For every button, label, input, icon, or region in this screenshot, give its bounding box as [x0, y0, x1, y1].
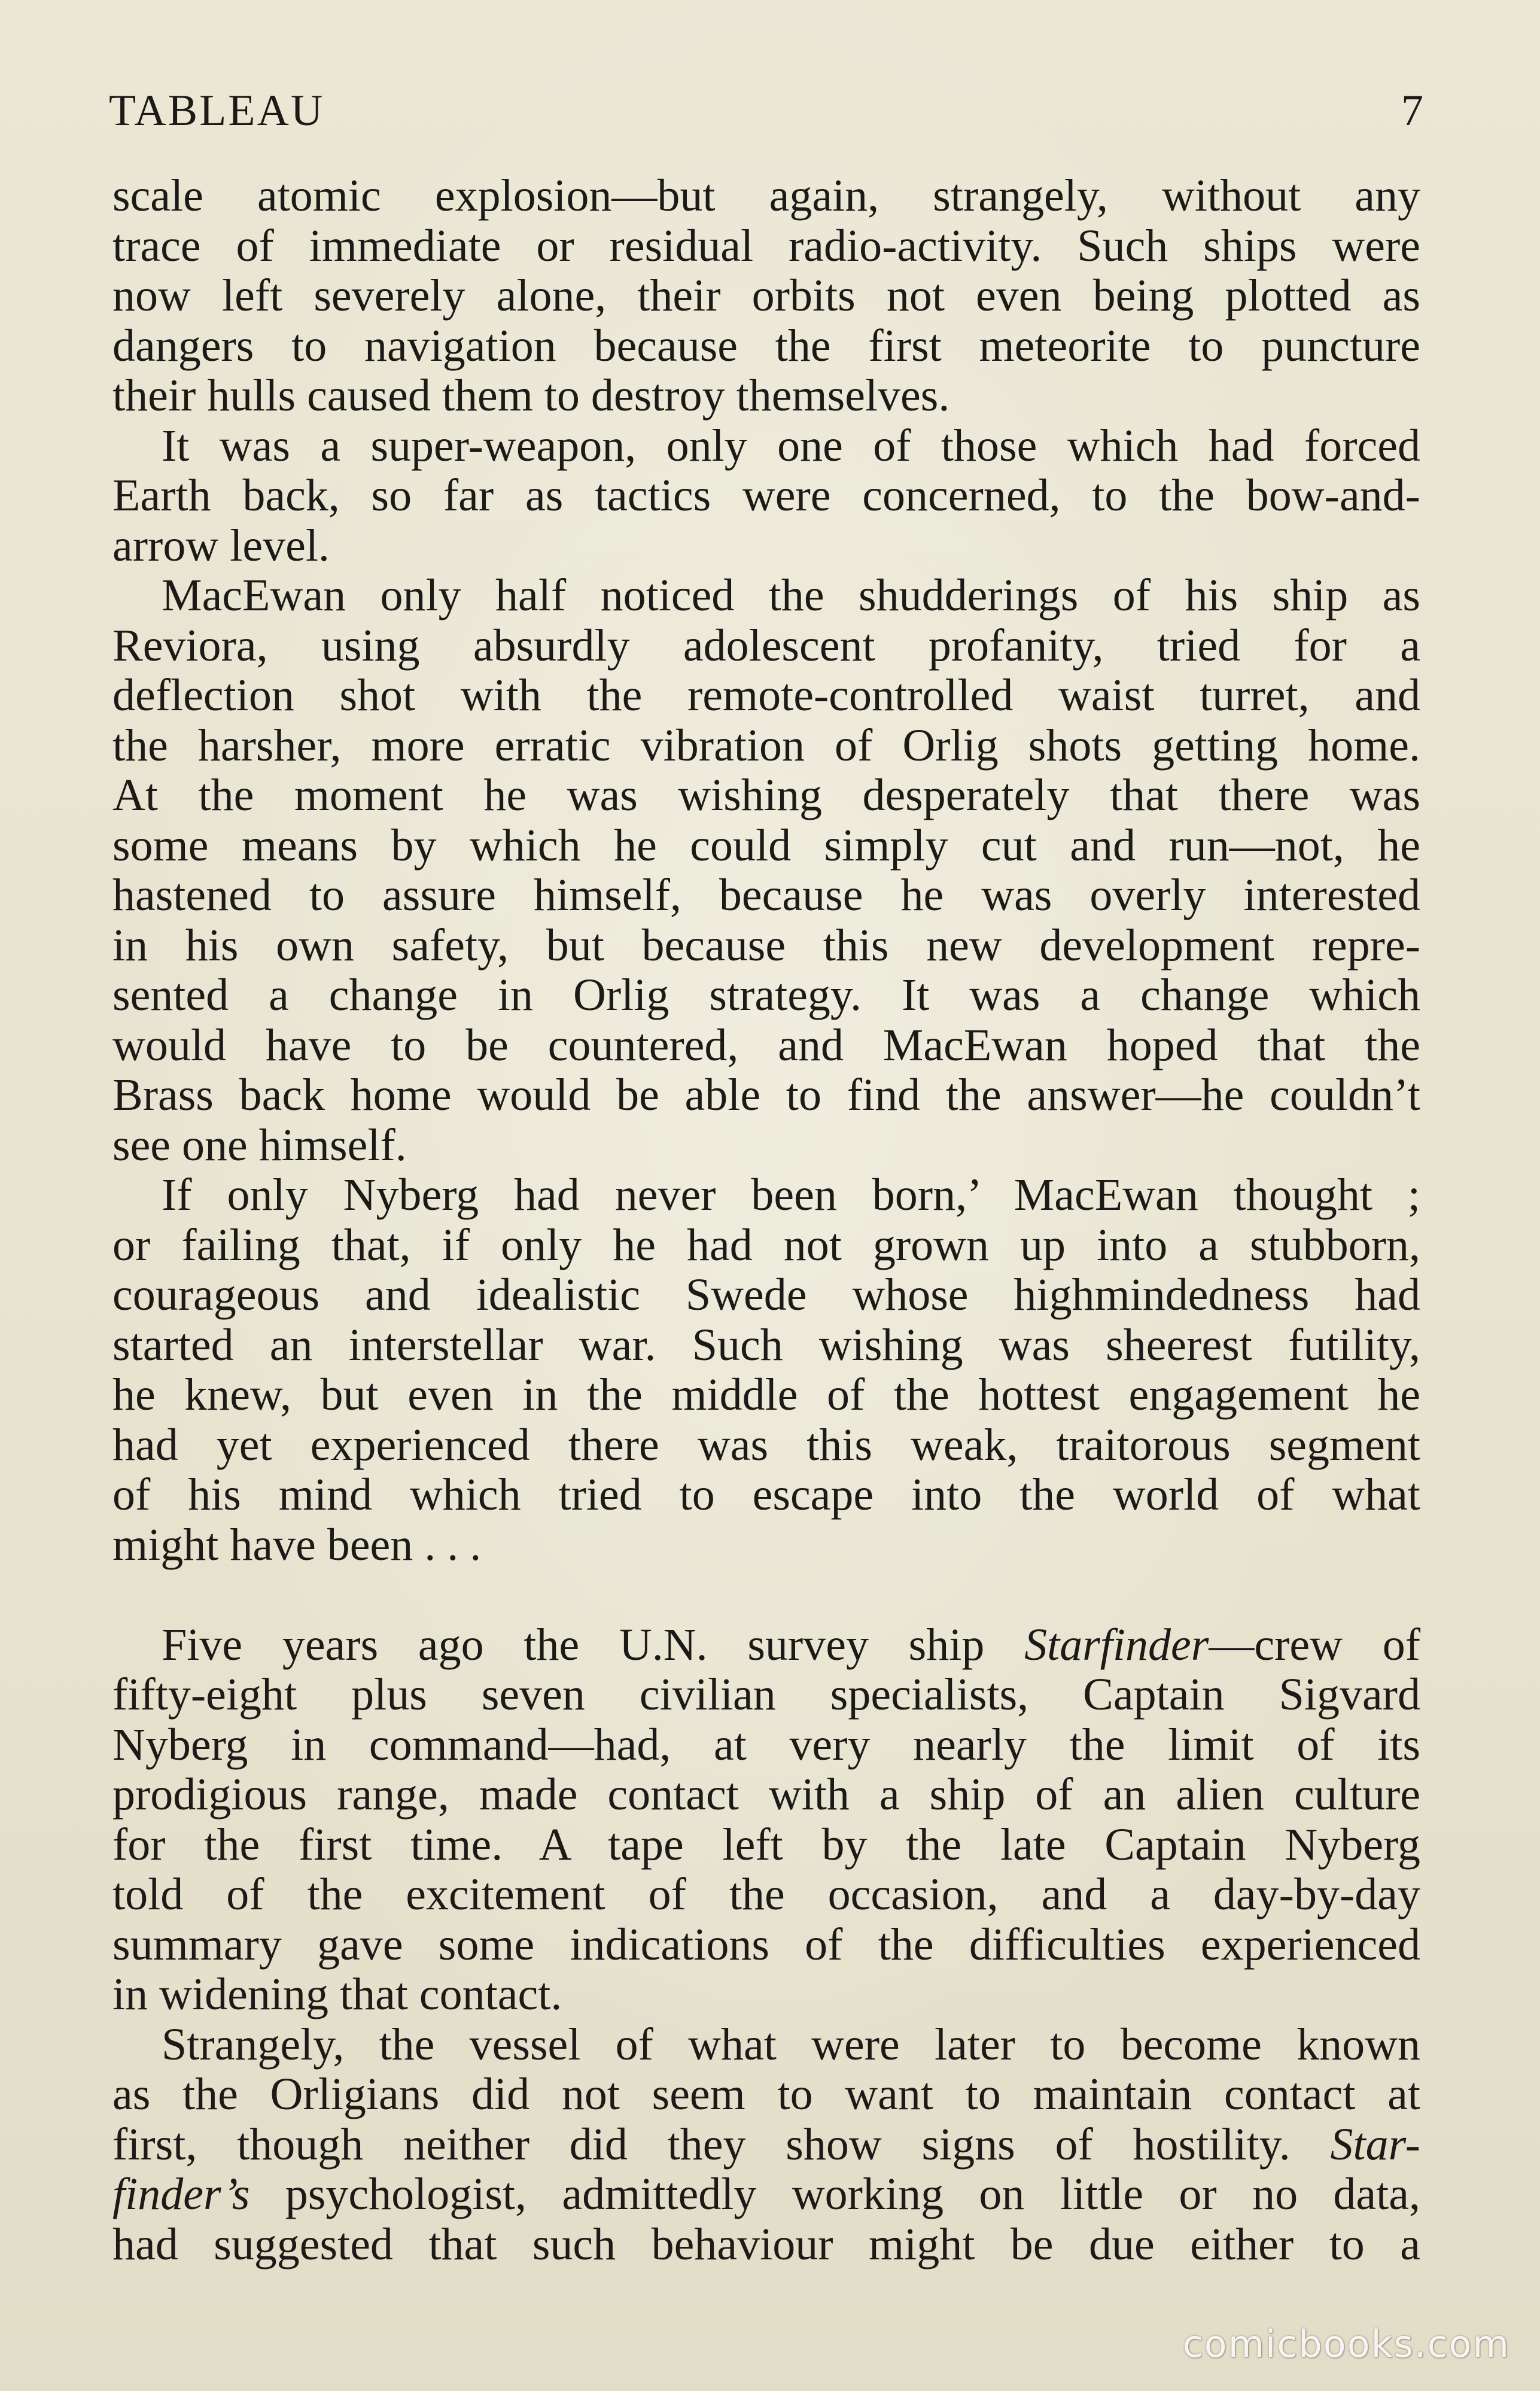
text-line: for the first time. A tape left by the late Captain Nyberg: [112, 1819, 1420, 1870]
text-line: Strangely, the vessel of what were later to become known: [162, 2019, 1420, 2070]
text-line: had yet experienced there was this weak, traitorous segment: [112, 1419, 1420, 1470]
section-break: [112, 1570, 1420, 1620]
text-line: started an interstellar war. Such wishing was sheerest futility,: [112, 1319, 1420, 1370]
body-text: [112, 171, 1420, 2270]
text-line: might have been . . .: [112, 1519, 482, 1570]
text-line: fifty-eight plus seven civilian specialists, Captain Sigvard: [112, 1669, 1420, 1720]
text-line: deflection shot with the remote-controlled waist turret, and: [112, 670, 1420, 720]
text-line: told of the excitement of the occasion, and a day-by-day: [112, 1869, 1420, 1920]
paragraph: [112, 1170, 1420, 1570]
text-line: now left severely alone, their orbits not even being plotted as: [112, 270, 1420, 321]
text-line: the harsher, more erratic vibration of Orlig shots getting home.: [112, 720, 1420, 771]
text-line: courageous and idealistic Swede whose highmindedness had: [112, 1270, 1420, 1320]
text-line: hastened to assure himself, because he was overly interested: [112, 870, 1420, 920]
text-line: in his own safety, but because this new development repre-: [112, 920, 1420, 971]
text-line: finder’s psychologist, admittedly working on little or no data,: [112, 2169, 1420, 2219]
text-line: arrow level.: [112, 520, 330, 571]
text-line: first, though neither did they show signs of hostility. Star-: [112, 2119, 1420, 2170]
page-number: 7: [1401, 86, 1423, 135]
text-line: in widening that contact.: [112, 1969, 562, 2019]
text-line: or failing that, if only he had not grown up into a stubborn,: [112, 1219, 1420, 1270]
text-line: Brass back home would be able to find the answer—he couldn’t: [112, 1070, 1420, 1120]
text-line: as the Orligians did not seem to want to maintain contact at: [112, 2069, 1420, 2119]
text-line: their hulls caused them to destroy themselves.: [112, 370, 950, 421]
text-line: summary gave some indications of the difficulties experienced: [112, 1919, 1420, 1970]
text-line: had suggested that such behaviour might be due either to a: [112, 2219, 1420, 2270]
paragraph: [112, 571, 1420, 1170]
text-line: At the moment he was wishing desperately that there was: [112, 770, 1420, 820]
text-line: of his mind which tried to escape into the world of what: [112, 1470, 1420, 1520]
text-line: scale atomic explosion—but again, strangely, without any: [112, 171, 1420, 221]
text-line: It was a super-weapon, only one of those which had forced: [162, 420, 1420, 471]
running-title: TABLEAU: [109, 86, 325, 135]
text-line: he knew, but even in the middle of the hottest engagement he: [112, 1370, 1420, 1420]
paragraph: [112, 421, 1420, 571]
text-line: prodigious range, made contact with a ship of an alien culture: [112, 1769, 1420, 1820]
paragraph: [112, 2020, 1420, 2270]
paragraph: [112, 171, 1420, 421]
text-line: Reviora, using absurdly adolescent profanity, tried for a: [112, 620, 1420, 671]
text-line: sented a change in Orlig strategy. It was a change which: [112, 970, 1420, 1020]
text-line: see one himself.: [112, 1120, 407, 1170]
text-line: Five years ago the U.N. survey ship Starfinder—crew of: [162, 1619, 1421, 1670]
text-line: would have to be countered, and MacEwan hoped that the: [112, 1020, 1420, 1070]
text-line: If only Nyberg had never been born,’ MacEwan thought ;: [162, 1170, 1420, 1220]
text-line: MacEwan only half noticed the shudderings of his ship as: [162, 570, 1420, 620]
text-line: Earth back, so far as tactics were concerned, to the bow-and-: [112, 470, 1420, 521]
text-line: dangers to navigation because the first meteorite to puncture: [112, 320, 1420, 371]
text-line: trace of immediate or residual radio-activity. Such ships were: [112, 220, 1420, 271]
running-header: [109, 71, 1423, 136]
paragraph: [112, 1620, 1420, 2020]
watermark: comicbooks.com: [1182, 2322, 1510, 2366]
text-line: Nyberg in command—had, at very nearly the limit of its: [112, 1719, 1420, 1770]
text-line: some means by which he could simply cut and run—not, he: [112, 820, 1420, 871]
